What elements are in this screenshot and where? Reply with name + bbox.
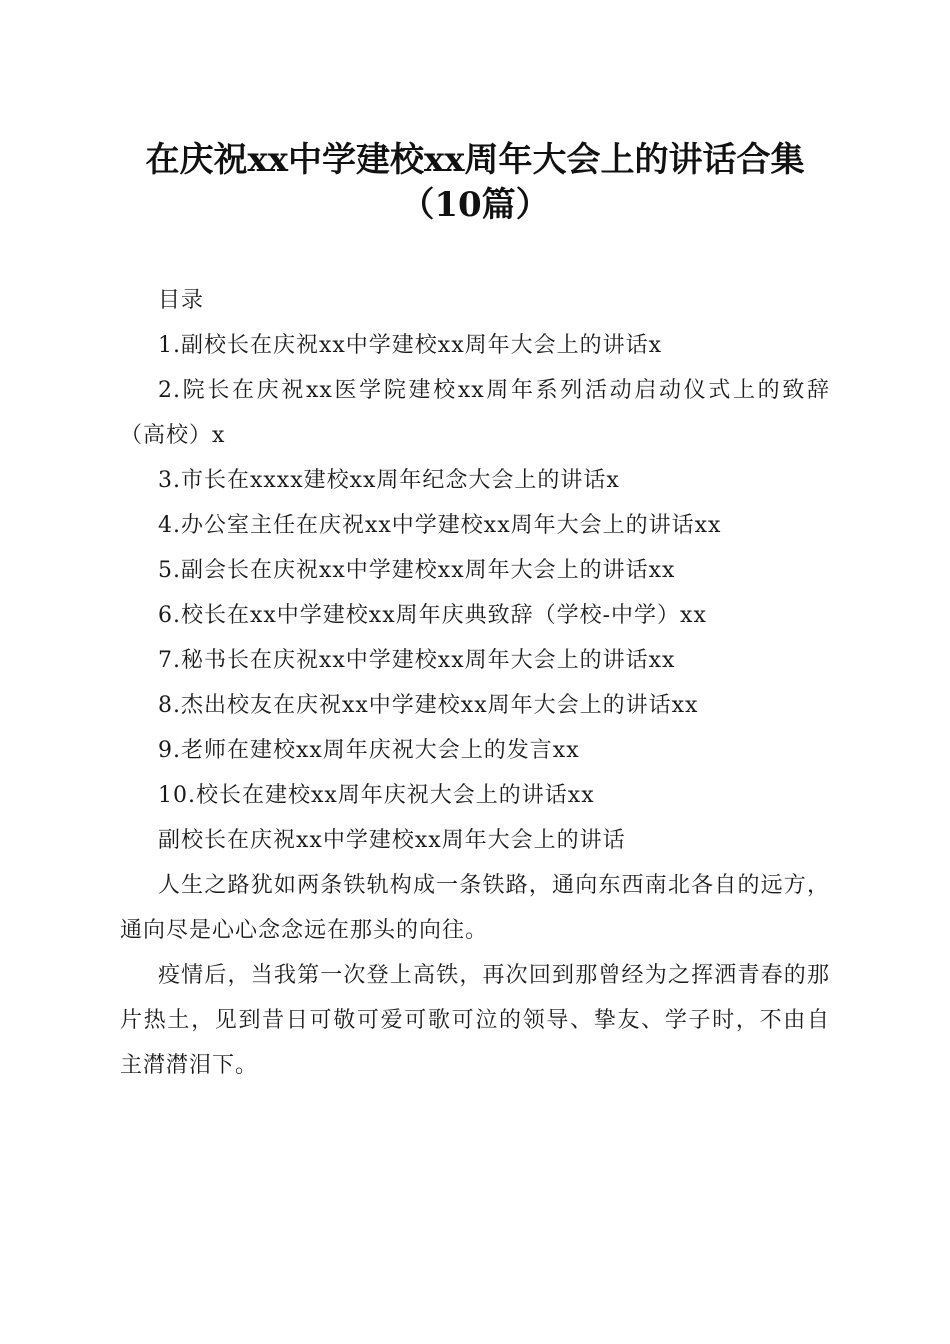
body-paragraph: 疫情后，当我第一次登上高铁，再次回到那曾经为之挥洒青春的那片热土，见到昔日可敬可爱可歌可泣的领导、挚友、学子时，不由自主潸潸泪下。 <box>120 963 830 1078</box>
document-body <box>120 278 830 1088</box>
section-title: 副校长在庆祝xx中学建校xx周年大会上的讲话 <box>158 828 626 853</box>
toc-item: 4.办公室主任在庆祝xx中学建校xx周年大会上的讲话xx <box>158 513 722 538</box>
toc-heading: 目录 <box>158 288 205 313</box>
document-title-line-1: 在庆祝xx中学建校xx周年大会上的讲话合集 <box>145 140 805 180</box>
toc-item: 2.院长在庆祝xx医学院建校xx周年系列活动启动仪式上的致辞（高校）x <box>120 378 830 448</box>
toc-item: 5.副会长在庆祝xx中学建校xx周年大会上的讲话xx <box>158 558 676 583</box>
toc-item: 8.杰出校友在庆祝xx中学建校xx周年大会上的讲话xx <box>158 693 699 718</box>
toc-item: 9.老师在建校xx周年庆祝大会上的发言xx <box>158 738 580 763</box>
toc-item: 1.副校长在庆祝xx中学建校xx周年大会上的讲话x <box>158 333 663 358</box>
toc-item: 6.校长在xx中学建校xx周年庆典致辞（学校-中学）xx <box>158 603 707 628</box>
body-paragraph: 人生之路犹如两条铁轨构成一条铁路，通向东西南北各自的远方，通向尽是心心念念远在那头的向往。 <box>120 873 830 943</box>
toc-item: 7.秘书长在庆祝xx中学建校xx周年大会上的讲话xx <box>158 648 676 673</box>
toc-item: 10.校长在建校xx周年庆祝大会上的讲话xx <box>158 783 595 808</box>
document-title-line-2: （10篇） <box>400 185 550 225</box>
toc-item: 3.市长在xxxx建校xx周年纪念大会上的讲话x <box>158 468 620 493</box>
